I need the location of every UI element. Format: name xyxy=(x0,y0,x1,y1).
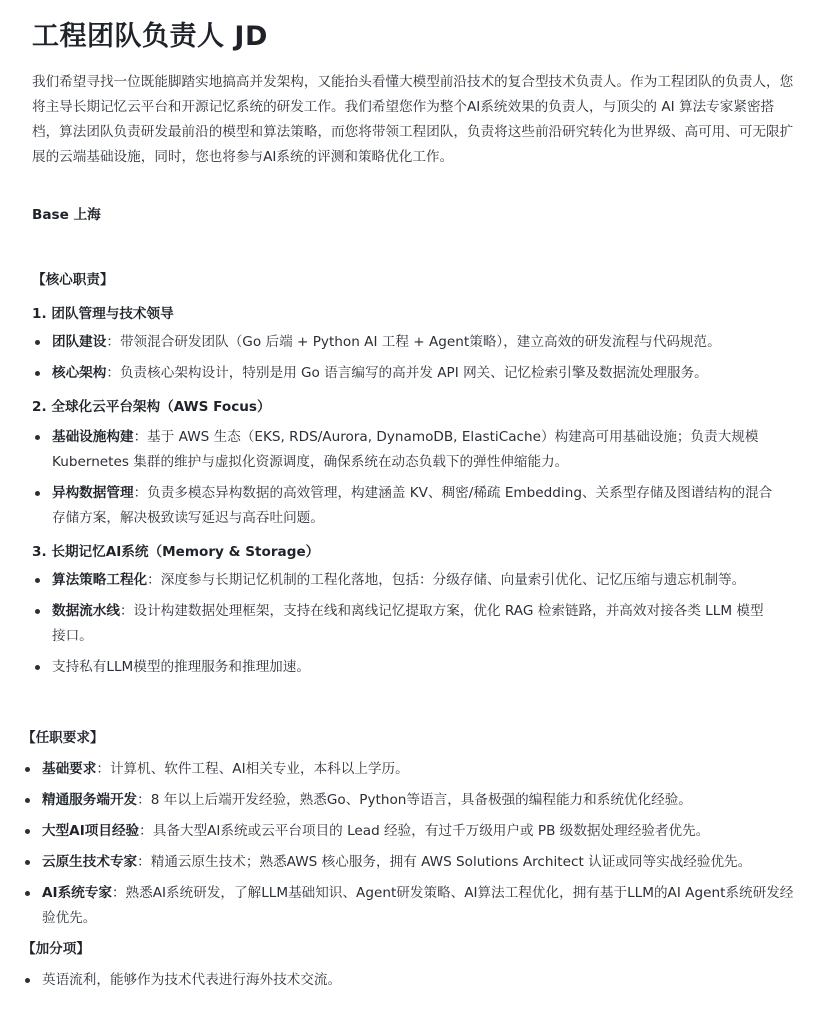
bullet-icon xyxy=(35,340,40,345)
item-label: 云原生技术专家 xyxy=(42,854,138,870)
bonus-list xyxy=(22,968,797,999)
item-text: ：基于 AWS 生态（EKS, RDS/Aurora, DynamoDB, ElastiCache）构建高可用基础设施；负责大规模 Kubernetes 集群的维护与虚拟化资源调度，确保系统在动态负载下的弹性伸缩能力。 xyxy=(52,429,759,470)
list-item xyxy=(32,481,777,531)
item-text: ：深度参与长期记忆机制的工程化落地，包括：分级存储、向量索引优化、记忆压缩与遗忘机制等。 xyxy=(147,572,746,588)
duty-section-list xyxy=(32,425,777,537)
list-item xyxy=(32,330,802,355)
item-text: ：精通云原生技术；熟悉AWS 核心服务，拥有 AWS Solutions Architect 认证或同等实战经验优先。 xyxy=(137,854,752,870)
list-item xyxy=(32,599,777,649)
bullet-icon xyxy=(25,829,30,834)
item-text: ：计算机、软件工程、AI相关专业，本科以上学历。 xyxy=(96,761,409,777)
item-label: 数据流水线 xyxy=(52,603,120,619)
item-text: ：带领混合研发团队（Go 后端 + Python AI 工程 + Agent策略），建立高效的研发流程与代码规范。 xyxy=(106,334,721,350)
list-item xyxy=(32,361,802,386)
item-label: 基础设施构建 xyxy=(52,429,134,445)
list-item xyxy=(22,757,797,782)
list-item xyxy=(22,850,797,875)
location-label: Base 上海 xyxy=(32,207,101,223)
bonus-heading: 【加分项】 xyxy=(22,941,90,957)
item-label: 精通服务端开发 xyxy=(42,792,138,808)
item-label: AI系统专家 xyxy=(42,885,112,901)
item-text: ：具备大型AI系统或云平台项目的 Lead 经验，有过千万级用户或 PB 级数据处理经验者优先。 xyxy=(139,823,710,839)
item-label: 大型AI项目经验 xyxy=(42,823,140,839)
bullet-icon xyxy=(35,578,40,583)
bullet-icon xyxy=(25,860,30,865)
item-label: 异构数据管理 xyxy=(52,485,134,501)
item-text: ：负责核心架构设计，特别是用 Go 语言编写的高并发 API 网关、记忆检索引擎及数据流处理服务。 xyxy=(106,365,708,381)
bullet-icon xyxy=(25,978,30,983)
item-text: 支持私有LLM模型的推理服务和推理加速。 xyxy=(52,659,310,675)
duty-section-title: 2. 全球化云平台架构（AWS Focus） xyxy=(32,399,271,415)
intro-paragraph: 我们希望寻找一位既能脚踏实地搞高并发架构，又能抬头看懂大模型前沿技术的复合型技术负责人。作为工程团队的负责人，您将主导长期记忆云平台和开源记忆系统的研发工作。我们希望您作为整个AI系统效果的负责人，与顶尖的 AI 算法专家紧密搭档，算法团队负责研发最前沿的模型和算法策略，而您将带领工程团队，负责将这些前沿研究转化为世界级、高可用、可无限扩展的云端基础设施，同时，您也将参与AI系统的评测和策略优化工作。 xyxy=(32,74,794,165)
bullet-icon xyxy=(35,665,40,670)
page-title: 工程团队负责人 JD xyxy=(32,21,268,52)
bullet-icon xyxy=(35,609,40,614)
item-text: ：设计构建数据处理框架，支持在线和离线记忆提取方案，优化 RAG 检索链路，并高效对接各类 LLM 模型接口。 xyxy=(52,603,764,644)
list-item xyxy=(32,568,777,593)
duty-section-title: 3. 长期记忆AI系统（Memory & Storage） xyxy=(32,544,320,560)
requirements-heading: 【任职要求】 xyxy=(22,730,104,746)
list-item xyxy=(32,655,777,680)
item-text: ：8 年以上后端开发经验，熟悉Go、Python等语言，具备极强的编程能力和系统优化经验。 xyxy=(137,792,692,808)
duties-heading: 【核心职责】 xyxy=(32,272,114,288)
list-item xyxy=(22,788,797,813)
list-item xyxy=(22,968,797,993)
bullet-icon xyxy=(25,767,30,772)
duty-section-list xyxy=(32,568,777,686)
item-text: ：负责多模态异构数据的高效管理，构建涵盖 KV、稠密/稀疏 Embedding、关系型存储及图谱结构的混合存储方案，解决极致读写延迟与高吞吐问题。 xyxy=(52,485,773,526)
bullet-icon xyxy=(35,435,40,440)
item-label: 团队建设 xyxy=(52,334,107,350)
item-text: ：熟悉AI系统研发，了解LLM基础知识、Agent研发策略、AI算法工程优化，拥有基于LLM的AI Agent系统研发经验优先。 xyxy=(42,885,794,926)
duty-section-title: 1. 团队管理与技术领导 xyxy=(32,306,174,322)
bullet-icon xyxy=(35,371,40,376)
item-label: 核心架构 xyxy=(52,365,107,381)
bullet-icon xyxy=(25,891,30,896)
list-item xyxy=(32,425,777,475)
bullet-icon xyxy=(25,798,30,803)
requirements-list xyxy=(22,757,797,937)
list-item xyxy=(22,819,797,844)
item-label: 基础要求 xyxy=(42,761,97,777)
duty-section-list xyxy=(32,330,802,392)
list-item xyxy=(22,881,797,931)
item-label: 算法策略工程化 xyxy=(52,572,148,588)
item-text: 英语流利，能够作为技术代表进行海外技术交流。 xyxy=(42,972,342,988)
bullet-icon xyxy=(35,491,40,496)
